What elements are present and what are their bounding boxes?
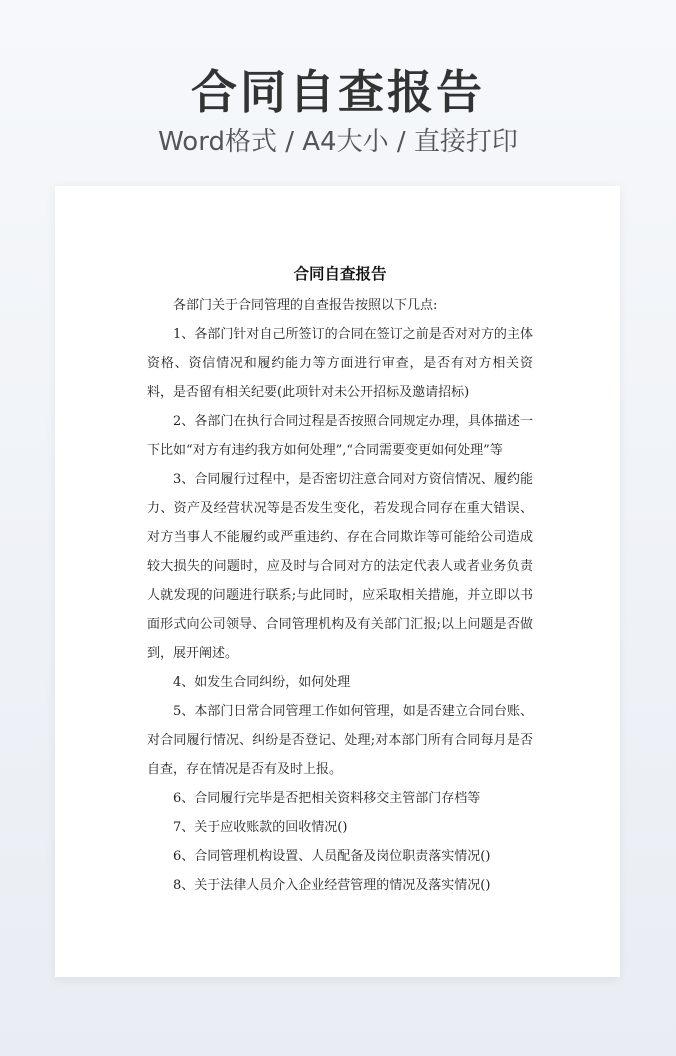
page-header (0, 62, 676, 162)
document-page (55, 186, 620, 977)
document-paragraph: 2、各部门在执行合同过程是否按照合同规定办理，具体描述一下比如“对方有违约我方如何处理”,“合同需要变更如何处理”等 (147, 414, 533, 458)
document-paragraph: 6、合同履行完毕是否把相关资料移交主管部门存档等 (173, 791, 481, 806)
document-title: 合同自查报告 (293, 265, 387, 283)
document-paragraph: 各部门关于合同管理的自查报告按照以下几点: (173, 298, 438, 313)
document-paragraph: 6、合同管理机构设置、人员配备及岗位职责落实情况() (173, 849, 491, 864)
document-paragraph: 1、各部门针对自己所签订的合同在签订之前是否对对方的主体资格、资信情况和履约能力等方面进行审查，是否有对方相关资料，是否留有相关纪要(此项针对未公开招标及邀请招标) (147, 327, 533, 400)
page-title: 合同自查报告 (191, 65, 485, 119)
document-paragraph: 5、本部门日常合同管理工作如何管理，如是否建立合同台账、对合同履行情况、纠纷是否登记、处理;对本部门所有合同每月是否自查，存在情况是否有及时上报。 (147, 704, 533, 777)
document-paragraph: 4、如发生合同纠纷，如何处理 (173, 675, 351, 690)
document-paragraph: 7、关于应收账款的回收情况() (173, 820, 348, 835)
page-subtitle: Word格式 / A4大小 / 直接打印 (158, 127, 518, 157)
document-body (147, 262, 533, 900)
document-paragraph: 8、关于法律人员介入企业经营管理的情况及落实情况() (173, 878, 491, 893)
document-paragraph: 3、合同履行过程中，是否密切注意合同对方资信情况、履约能力、资产及经营状况等是否发生变化，若发现合同存在重大错误、对方当事人不能履约或严重违约、存在合同欺诈等可能给公司造成较大损失的问题时，应及时与合同对方的法定代表人或者业务负责人就发现的问题进行联系;与此同时，应采取相关措施，并立即以书面形式向公司领导、合同管理机构及有关部门汇报;以上问题是否做到，展开阐述。 (147, 472, 533, 661)
